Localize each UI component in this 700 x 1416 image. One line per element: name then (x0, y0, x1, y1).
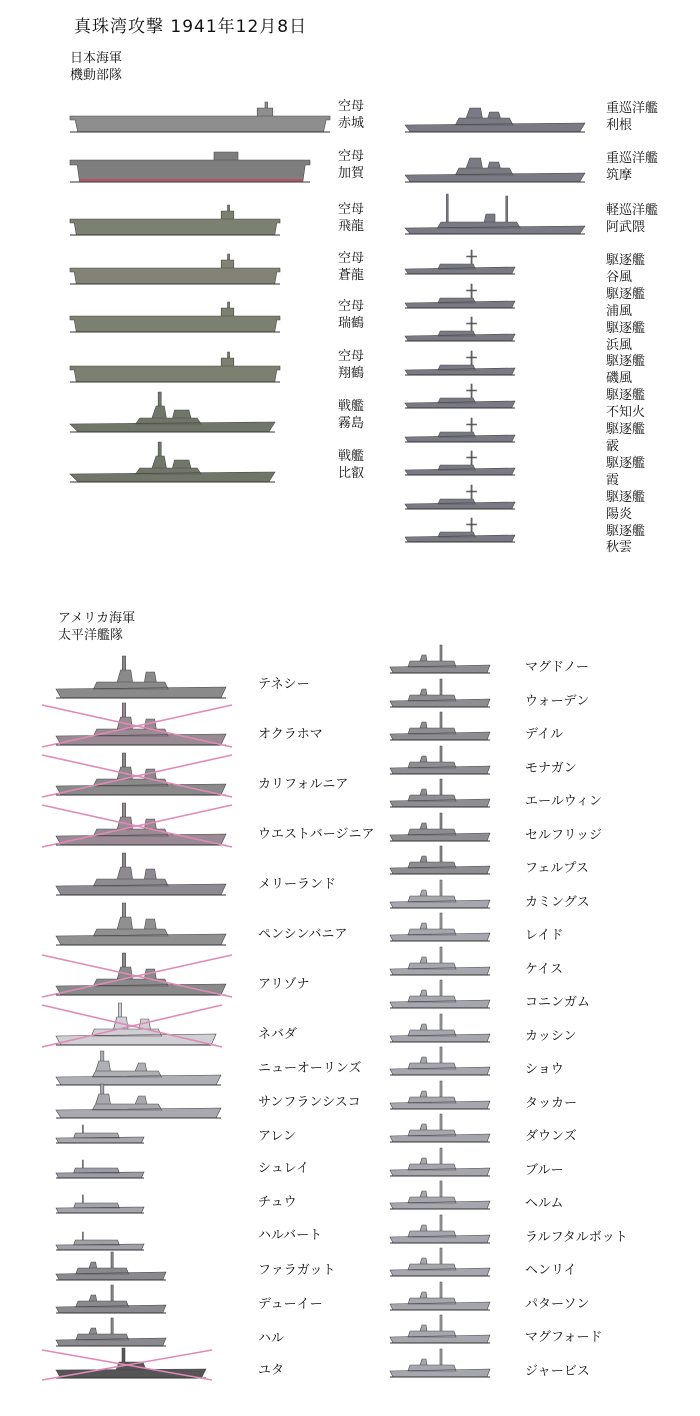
japan-ship-label-8: 戦艦 比叡 (338, 449, 365, 481)
us-destroyer-label-6: セルフリッジ (525, 827, 602, 843)
japan-cruiser-label-1: 重巡洋艦 利根 (606, 101, 659, 133)
us-destroyer-label-17: ヘルム (525, 1196, 564, 1211)
japan-destroyer-9-hull (405, 518, 515, 542)
us-destroyer-label-19: ヘンリイ (525, 1263, 577, 1278)
us-destroyer-label-8: カミングス (525, 894, 590, 910)
us-destroyer-label-4: モナガン (525, 760, 577, 776)
japan-ship-1 (60, 98, 340, 136)
us-destroyer-11-hull (390, 980, 490, 1008)
us-destroyer-label-20: パターソン (525, 1296, 590, 1312)
us-ship-7 (46, 955, 236, 999)
us-destroyer-label-21: マグフォード (525, 1330, 603, 1345)
us-ship-label-15: ファラガット (258, 1263, 336, 1278)
japan-destroyer-1 (395, 248, 525, 278)
us-ship-18 (46, 1350, 216, 1382)
us-ship-15 (46, 1252, 176, 1284)
us-ship-label-13: チュウ (258, 1195, 297, 1210)
japan-destroyer-8 (395, 483, 525, 513)
us-ship-13-hull (56, 1195, 144, 1213)
us-ship-17 (46, 1318, 176, 1350)
japan-ship-6 (60, 348, 290, 386)
us-ship-1-hull (56, 656, 226, 698)
us-ship-11 (46, 1115, 154, 1147)
us-destroyer-2-hull (390, 679, 490, 707)
us-ship-16 (46, 1285, 176, 1317)
us-destroyer-3-hull (390, 712, 490, 740)
us-destroyer-20-hull (390, 1282, 490, 1310)
japan-destroyer-7 (395, 449, 525, 479)
us-destroyer-22-hull (390, 1349, 490, 1377)
us-ship-label-5: メリーランド (258, 877, 337, 892)
us-destroyer-label-9: レイド (525, 928, 564, 943)
us-destroyer-label-10: ケイス (525, 961, 563, 977)
us-destroyer-5 (380, 779, 500, 811)
us-destroyer-10-hull (390, 947, 490, 975)
us-ship-1 (46, 658, 236, 702)
us-destroyer-label-12: カッシン (525, 1028, 577, 1044)
us-destroyer-label-16: ブルー (525, 1162, 564, 1178)
us-destroyer-21-hull (390, 1315, 490, 1343)
us-ship-10-hull (56, 1084, 221, 1118)
us-destroyer-8 (380, 880, 500, 912)
us-destroyer-label-1: マグドノー (525, 660, 589, 675)
us-ship-label-18: ユタ (258, 1363, 285, 1378)
us-destroyer-label-14: タッカー (525, 1095, 578, 1111)
japan-ship-label-2: 空母 加賀 (338, 149, 365, 181)
japan-cruiser-1-hull (405, 108, 585, 132)
japan-ship-1-hull (70, 102, 330, 132)
us-destroyer-9 (380, 913, 500, 945)
japan-destroyer-7-hull (405, 451, 515, 475)
us-ship-16-hull (56, 1285, 166, 1313)
us-destroyer-1-hull (390, 645, 490, 673)
us-destroyer-14-hull (390, 1081, 490, 1109)
japan-ship-8 (60, 448, 285, 486)
us-ship-5 (46, 855, 236, 899)
japan-destroyer-4 (395, 349, 525, 379)
japan-destroyer-labels: 駆逐艦 谷風 駆逐艦 浦風 駆逐艦 浜風 駆逐艦 磯風 駆逐艦 不知火 駆逐艦 霰 駆逐艦 霞 駆逐艦 陽炎 駆逐艦 秋雲 (606, 253, 646, 556)
us-destroyer-2 (380, 679, 500, 711)
japan-ship-5 (60, 298, 290, 336)
us-destroyer-15-hull (390, 1114, 490, 1142)
japan-destroyer-2-hull (405, 284, 515, 308)
us-destroyer-12-hull (390, 1014, 490, 1042)
us-destroyer-4-hull (390, 746, 490, 774)
us-ship-17-hull (56, 1318, 166, 1346)
japan-destroyer-2 (395, 282, 525, 312)
us-destroyer-1 (380, 645, 500, 677)
japan-cruiser-2-hull (405, 158, 585, 182)
us-ship-label-16: デューイー (258, 1297, 323, 1312)
us-ship-5-hull (56, 853, 226, 895)
us-destroyer-label-15: ダウンズ (525, 1129, 577, 1144)
us-ship-2 (46, 705, 236, 749)
japan-ship-2-hull (70, 152, 310, 182)
us-destroyer-9-hull (390, 913, 490, 941)
us-ship-label-4: ウエストバージニア (258, 827, 375, 842)
us-destroyer-12 (380, 1014, 500, 1046)
us-ship-13 (46, 1185, 154, 1217)
page-title: 真珠湾攻撃 1941年12月8日 (74, 17, 308, 37)
us-destroyer-15 (380, 1114, 500, 1146)
us-ship-8 (46, 1005, 226, 1049)
us-destroyer-16-hull (390, 1148, 490, 1176)
us-destroyer-8-hull (390, 880, 490, 908)
japan-ship-label-3: 空母 飛龍 (338, 202, 365, 234)
japan-cruiser-2 (395, 150, 595, 186)
us-destroyer-22 (380, 1349, 500, 1381)
us-destroyer-11 (380, 980, 500, 1012)
japan-ship-6-hull (70, 352, 280, 382)
japan-ship-5-hull (70, 302, 280, 332)
us-destroyer-17 (380, 1181, 500, 1213)
us-ship-14 (46, 1222, 154, 1254)
japan-ship-label-7: 戦艦 霧島 (338, 399, 365, 431)
japan-ship-3-hull (70, 205, 280, 235)
japan-ship-7 (60, 398, 285, 436)
us-destroyer-6-hull (390, 813, 490, 841)
us-destroyer-19 (380, 1248, 500, 1280)
japan-destroyer-9 (395, 516, 525, 546)
us-destroyer-13-hull (390, 1047, 490, 1075)
us-destroyer-13 (380, 1047, 500, 1079)
us-destroyer-20 (380, 1282, 500, 1314)
us-destroyer-label-2: ウォーデン (525, 693, 590, 709)
us-destroyer-10 (380, 947, 500, 979)
japan-ship-2 (60, 148, 320, 186)
us-ship-label-9: ニューオーリンズ (258, 1061, 362, 1076)
us-destroyer-3 (380, 712, 500, 744)
us-ship-14-hull (56, 1232, 144, 1250)
japan-destroyer-3-hull (405, 317, 515, 341)
us-destroyer-17-hull (390, 1181, 490, 1209)
us-ship-label-17: ハル (258, 1331, 285, 1346)
us-destroyer-label-13: ショウ (525, 1062, 564, 1077)
japan-ship-4-hull (70, 254, 280, 284)
us-destroyer-6 (380, 813, 500, 845)
us-destroyer-4 (380, 746, 500, 778)
japan-ship-8-hull (70, 442, 275, 482)
us-ship-11-hull (56, 1125, 144, 1143)
us-ship-label-3: カリフォルニア (258, 777, 349, 792)
japan-destroyer-8-hull (405, 485, 515, 509)
us-destroyer-18-hull (390, 1215, 490, 1243)
us-ship-label-14: ハルバート (258, 1228, 323, 1243)
us-destroyer-7-hull (390, 846, 490, 874)
japan-fleet-heading: 日本海軍 機動部隊 (70, 51, 123, 83)
japan-destroyer-5 (395, 382, 525, 412)
japan-destroyer-6-hull (405, 418, 515, 442)
japan-cruiser-3 (395, 202, 595, 238)
us-ship-12 (46, 1150, 154, 1182)
japan-destroyer-6 (395, 416, 525, 446)
us-ship-12-hull (56, 1160, 144, 1178)
us-ship-6 (46, 905, 236, 949)
japan-ship-label-1: 空母 赤城 (338, 99, 365, 131)
us-ship-6-hull (56, 903, 226, 945)
us-ship-label-1: テネシー (258, 677, 310, 692)
japan-ship-label-6: 空母 翔鶴 (338, 349, 365, 381)
us-destroyer-label-7: フェルプス (525, 861, 589, 876)
us-destroyer-5-hull (390, 779, 490, 807)
japan-ship-3 (60, 201, 290, 239)
japan-cruiser-3-hull (405, 194, 585, 234)
us-ship-3 (46, 755, 236, 799)
us-destroyer-label-3: デイル (525, 727, 564, 742)
japan-destroyer-4-hull (405, 351, 515, 375)
us-destroyer-21 (380, 1315, 500, 1347)
japan-destroyer-3 (395, 315, 525, 345)
us-destroyer-14 (380, 1081, 500, 1113)
us-destroyer-label-22: ジャービス (525, 1363, 590, 1379)
japan-cruiser-label-2: 重巡洋艦 筑摩 (606, 151, 659, 183)
us-ship-label-10: サンフランシスコ (258, 1095, 361, 1110)
us-ship-label-8: ネバダ (258, 1027, 297, 1042)
us-destroyer-16 (380, 1148, 500, 1180)
japan-ship-4 (60, 250, 290, 288)
japan-destroyer-1-hull (405, 250, 515, 274)
us-destroyer-19-hull (390, 1248, 490, 1276)
us-ship-label-6: ペンシンバニア (258, 927, 348, 942)
us-ship-label-12: シュレイ (258, 1161, 310, 1176)
japan-ship-7-hull (70, 392, 275, 432)
japan-cruiser-1 (395, 100, 595, 136)
us-ship-label-2: オクラホマ (258, 727, 323, 742)
japan-ship-label-4: 空母 蒼龍 (338, 251, 365, 283)
us-destroyer-7 (380, 846, 500, 878)
japan-destroyer-5-hull (405, 384, 515, 408)
us-destroyer-18 (380, 1215, 500, 1247)
us-destroyer-label-18: ラルフタルボット (525, 1229, 628, 1245)
us-fleet-heading: アメリカ海軍 太平洋艦隊 (58, 611, 136, 643)
us-ship-label-11: アレン (258, 1129, 297, 1144)
japan-cruiser-label-3: 軽巡洋艦 阿武隈 (606, 203, 659, 235)
us-destroyer-label-5: エールウィン (525, 794, 602, 809)
japan-ship-label-5: 空母 瑞鶴 (338, 299, 365, 331)
us-destroyer-label-11: コニンガム (525, 995, 591, 1010)
us-ship-label-7: アリゾナ (258, 977, 310, 992)
us-ship-4 (46, 805, 236, 849)
us-ship-15-hull (56, 1252, 166, 1280)
